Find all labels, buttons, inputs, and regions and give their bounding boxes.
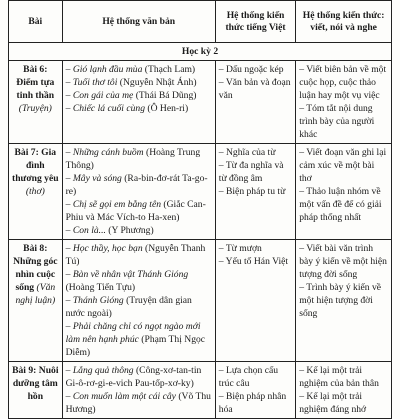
text-item: – Gió lạnh đầu mùa (Thạch Lam) (65, 64, 196, 75)
texts-cell (62, 240, 215, 362)
text-item: – Con muốn làm một cái cây (Võ Thu Hương) (65, 391, 211, 415)
lesson-row (9, 362, 392, 419)
text-item: – Con là... (Y Phương) (65, 225, 154, 236)
tieng-viet-cell (215, 362, 295, 419)
vnn-item: – Tóm tắt nội dung trình bày của người khác (299, 103, 375, 140)
lesson-title-cell (9, 240, 63, 362)
texts-cell (62, 144, 215, 240)
text-item: – Chị sẽ gọi em bằng tên (Giắc Can-Phiu và Mác Vích-to Ha-xen) (65, 199, 206, 223)
tv-item: – Từ mượn (218, 243, 262, 254)
tv-item: – Yếu tố Hán Việt (218, 256, 289, 267)
tv-item: – Văn bản và đoạn văn (218, 77, 291, 101)
text-item: – Mây và sóng (Ra-bin-đơ-rát Ta-go-re) (65, 173, 208, 197)
lesson-title-cell (9, 362, 63, 419)
vnn-item: – Viết biên bản về một cuộc họp, cuộc thảo luận hay một vụ việc (299, 64, 387, 101)
lesson-title: Bài 8: Những góc nhìn cuộc sống (13, 243, 58, 293)
tv-item: – Dấu ngoặc kép (218, 64, 284, 75)
header-tieng-viet: Hệ thống kiến thức tiếng Việt (215, 1, 295, 43)
semester-row (9, 43, 392, 61)
viet-noi-nghe-cell (296, 362, 392, 419)
document-page (8, 0, 392, 415)
text-item: – Lắng quả thông (Công-xơ-tan-tin Gi-ô-rơ-gi-e-vich Pau-tốp-xơ-ky) (65, 365, 202, 389)
lesson-title-cell (9, 144, 63, 240)
header-viet-noi-nghe: Hệ thống kiến thức: viết, nói và nghe (296, 1, 392, 43)
viet-noi-nghe-cell (296, 144, 392, 240)
lesson-row (9, 61, 392, 144)
text-item: – Những cánh buồm (Hoàng Trung Thông) (65, 147, 201, 171)
lesson-title: Bài 6: Điểm tựa tinh thần (16, 64, 55, 101)
lesson-row (9, 144, 392, 240)
lesson-row (9, 240, 392, 362)
text-item: – Thánh Gióng (Truyện dân gian nước ngoài) (65, 295, 192, 319)
vnn-item: – Viết đoạn văn ghi lại cảm xúc về một bài thơ (299, 147, 387, 184)
syllabus-table (8, 0, 392, 419)
tv-item: – Nghĩa của từ (218, 147, 276, 158)
text-item: – Chiếc lá cuối cùng (Ô Hen-ri) (65, 103, 189, 114)
lesson-title: Bài 9: Nuôi dưỡng tâm hồn (12, 365, 59, 402)
viet-noi-nghe-cell (296, 240, 392, 362)
vnn-item: – Kể lại một trải nghiệm của bản thân (299, 365, 379, 389)
tv-item: – Biện pháp tu từ (218, 186, 286, 197)
vnn-item: – Thảo luận nhóm về một vấn đề để có giải pháp thống nhất (299, 186, 382, 223)
vnn-item: – Kể lại một trải nghiệm đáng nhớ (299, 391, 367, 415)
tieng-viet-cell (215, 240, 295, 362)
text-item: – Con gái của mẹ (Thái Bá Dũng) (65, 90, 197, 101)
texts-cell (62, 61, 215, 144)
header-bai: Bài (9, 1, 63, 43)
text-item: – Học thầy, học bạn (Nguyễn Thanh Tú) (65, 243, 206, 267)
lesson-genre: (Văn nghị luận) (15, 282, 56, 306)
tv-item: – Lựa chọn cấu trúc câu (218, 365, 279, 389)
vnn-item: – Trình bày ý kiến về một hiện tượng đời sống (299, 282, 382, 319)
vnn-item: – Viết bài văn trình bày ý kiến về một hiện tượng đời sống (299, 243, 387, 280)
tv-item: – Biện pháp nhân hóa (218, 391, 287, 415)
text-item: – Tuổi thơ tôi (Nguyễn Nhật Ánh) (65, 77, 197, 88)
tieng-viet-cell (215, 61, 295, 144)
text-item: – Bàn về nhân vật Thánh Gióng (Hoàng Tiến Tựu) (65, 269, 189, 293)
lesson-genre: (thơ) (25, 186, 45, 197)
lesson-title: Bài 7: Gia đình thương yêu (12, 147, 59, 184)
semester-label: Học kỳ 2 (9, 43, 392, 61)
tieng-viet-cell (215, 144, 295, 240)
text-item: – Phải chăng chỉ có ngọt ngào mới làm nên hạnh phúc (Phạm Thị Ngọc Diễm) (65, 321, 206, 358)
lesson-title-cell (9, 61, 63, 144)
texts-cell (62, 362, 215, 419)
header-row (9, 1, 392, 43)
viet-noi-nghe-cell (296, 61, 392, 144)
lesson-genre: (Truyện) (18, 103, 52, 114)
tv-item: – Từ đa nghĩa và từ đồng âm (218, 160, 284, 184)
header-van-ban: Hệ thống văn bản (62, 1, 215, 43)
